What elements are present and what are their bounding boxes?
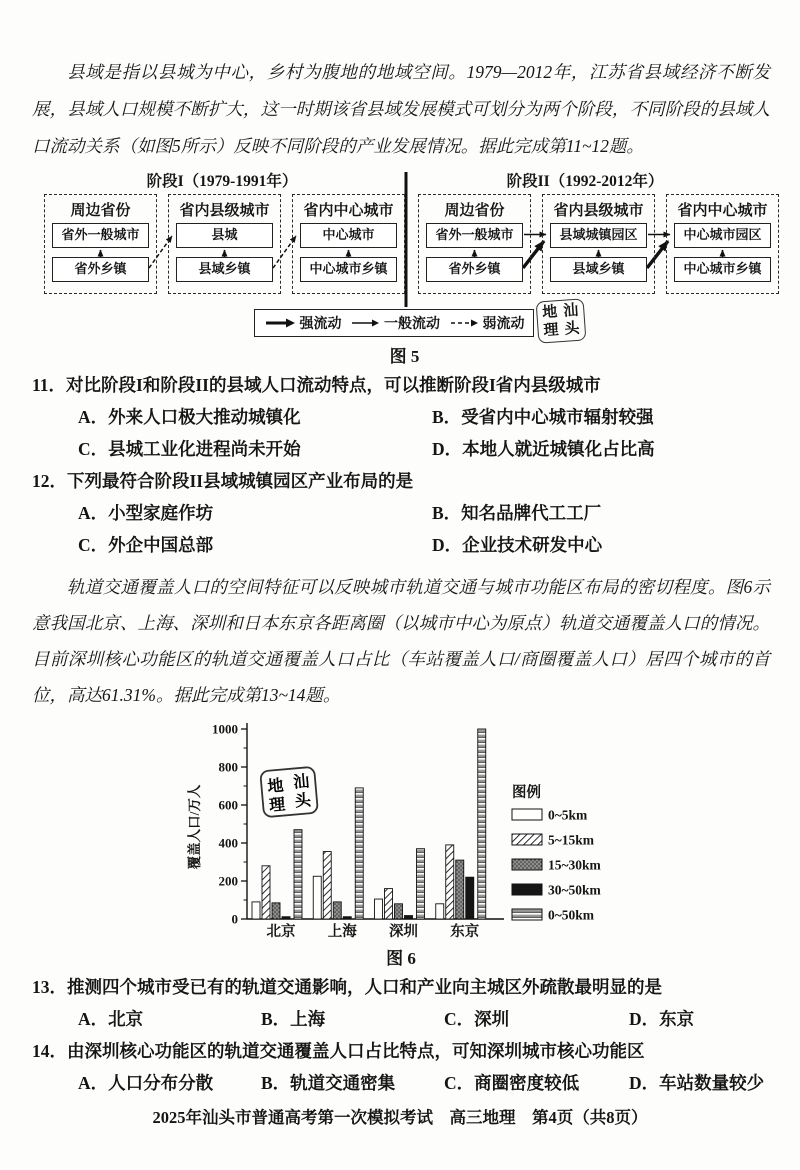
option-13-a: A．北京 bbox=[78, 1009, 144, 1029]
option-14-d: D．车站数量较少 bbox=[629, 1073, 765, 1093]
question-number: 13． bbox=[32, 977, 67, 997]
bar bbox=[323, 852, 331, 919]
coverage-population-chart bbox=[182, 719, 662, 944]
option-12-d: D．企业技术研发中心 bbox=[432, 535, 603, 555]
option-12-b: B．知名品牌代工工厂 bbox=[432, 503, 602, 523]
page-footer: 2025年汕头市普通高考第一次模拟考试 高三地理 第4页（共8页） bbox=[152, 1108, 648, 1127]
shantou-geography-seal-stamp bbox=[260, 767, 318, 818]
bar bbox=[436, 904, 444, 919]
flow-group-s2-central-cities: 省内中心城市 中心城市园区 中心城市乡镇 bbox=[666, 194, 779, 294]
question-stem: 下列最符合阶段II县域城镇园区产业布局的是 bbox=[67, 471, 414, 491]
question-number: 12． bbox=[32, 471, 67, 491]
bar bbox=[405, 916, 413, 919]
strong-arrow-icon bbox=[264, 317, 296, 329]
bar bbox=[343, 917, 351, 919]
question-number: 14． bbox=[32, 1041, 67, 1061]
question-stem: 由深圳核心功能区的轨道交通覆盖人口占比特点，可知深圳城市核心功能区 bbox=[67, 1041, 645, 1061]
weak-arrow-icon bbox=[449, 317, 479, 329]
legend-label: 5~15km bbox=[548, 832, 595, 848]
legend-swatch bbox=[512, 859, 542, 870]
svg-text:地: 地 bbox=[266, 777, 285, 796]
flow-group-s1-neighbor-provinces: 周边省份 省外一般城市 省外乡镇 bbox=[44, 194, 157, 294]
y-tick-label: 200 bbox=[218, 873, 238, 889]
option-12-c: C．外企中国总部 bbox=[78, 535, 214, 555]
bar bbox=[478, 729, 486, 919]
option-14-c: C．商圈密度较低 bbox=[444, 1073, 580, 1093]
figure6-bar-chart bbox=[32, 719, 770, 969]
bar bbox=[313, 876, 321, 919]
y-tick-label: 1000 bbox=[212, 721, 238, 737]
x-category-label: 东京 bbox=[450, 924, 480, 940]
option-11-d: D．本地人就近城镇化占比高 bbox=[432, 439, 655, 459]
y-tick-label: 400 bbox=[218, 835, 238, 851]
bar bbox=[282, 917, 290, 919]
svg-text:头: 头 bbox=[294, 792, 312, 811]
legend-swatch bbox=[512, 809, 542, 820]
normal-arrow-icon bbox=[350, 317, 380, 329]
bar bbox=[385, 889, 393, 919]
bar bbox=[375, 899, 383, 919]
question-number: 11． bbox=[32, 375, 67, 395]
y-tick-label: 600 bbox=[218, 797, 238, 813]
figure5-flow-diagram bbox=[32, 169, 777, 369]
bar bbox=[446, 845, 454, 919]
stage2-title: 阶段II（1992-2012年） bbox=[506, 173, 664, 190]
bar bbox=[262, 866, 270, 919]
figure5-caption: 图 5 bbox=[389, 347, 420, 366]
shantou-geography-seal-stamp: 地 汕 理 头 bbox=[536, 298, 587, 343]
figure6-caption: 图 6 bbox=[386, 949, 416, 968]
legend-item-strong: 强流动 bbox=[264, 313, 342, 333]
bar bbox=[355, 788, 363, 919]
bar bbox=[294, 830, 302, 919]
option-14-a: A．人口分布分散 bbox=[78, 1073, 214, 1093]
flow-group-s2-county-cities: 省内县级城市 县域城镇园区 县域乡镇 bbox=[542, 194, 655, 294]
intro-paragraph-1: 县域是指以县城为中心，乡村为腹地的地域空间。1979—2012年，江苏省县域经济不断发展，县域人口规模不断扩大，这一时期该省县域发展模式可划分为两个阶段，不同阶段的县域人口流动关系（如图5所示）反映不同阶段的产业发展情况。据此完成第11~12题。 bbox=[32, 62, 770, 156]
legend-swatch bbox=[512, 884, 542, 895]
option-13-d: D．东京 bbox=[629, 1009, 695, 1029]
bar bbox=[466, 877, 474, 919]
legend-item-weak: 弱流动 bbox=[449, 313, 525, 333]
svg-text:汕: 汕 bbox=[292, 773, 311, 792]
stage1-title: 阶段I（1979-1991年） bbox=[146, 173, 298, 190]
y-tick-label: 0 bbox=[231, 911, 238, 927]
legend-label: 15~30km bbox=[548, 857, 601, 873]
legend-label: 30~50km bbox=[548, 882, 601, 898]
bar bbox=[252, 902, 260, 919]
bar bbox=[333, 902, 341, 919]
y-axis-label: 覆盖人口/万人 bbox=[187, 784, 202, 870]
legend-item-normal: 一般流动 bbox=[350, 313, 440, 333]
flow-group-s2-neighbor-provinces: 周边省份 省外一般城市 省外乡镇 bbox=[418, 194, 531, 294]
x-category-label: 深圳 bbox=[389, 924, 418, 940]
legend-label: 0~5km bbox=[548, 807, 588, 823]
x-category-label: 北京 bbox=[266, 924, 296, 940]
bar bbox=[272, 903, 280, 919]
y-tick-label: 800 bbox=[218, 759, 238, 775]
option-14-b: B．轨道交通密集 bbox=[261, 1073, 396, 1093]
intro-paragraph-2: 轨道交通覆盖人口的空间特征可以反映城市轨道交通与城市功能区布局的密切程度。图6示意我国北京、上海、深圳和日本东京各距离圈（以城市中心为原点）轨道交通覆盖人口的情况。目前深圳核心功能区的轨道交通覆盖人口占比（车站覆盖人口/商圈覆盖人口）居四个城市的首位，高达61.31%。据此完成第13~14题。 bbox=[32, 577, 770, 705]
flow-group-s1-county-cities: 省内县级城市 县城 县域乡镇 bbox=[168, 194, 281, 294]
x-category-label: 上海 bbox=[327, 924, 357, 940]
bar bbox=[417, 849, 425, 919]
legend-swatch bbox=[512, 909, 542, 920]
flow-legend bbox=[254, 309, 534, 337]
svg-text:理: 理 bbox=[268, 796, 286, 815]
option-13-b: B．上海 bbox=[261, 1009, 326, 1029]
option-13-c: C．深圳 bbox=[444, 1009, 510, 1029]
question-stem: 推测四个城市受已有的轨道交通影响，人口和产业向主城区外疏散最明显的是 bbox=[67, 977, 662, 997]
flow-group-s1-central-cities: 省内中心城市 中心城市 中心城市乡镇 bbox=[292, 194, 405, 294]
question-12 bbox=[32, 465, 770, 561]
chart-legend-title: 图例 bbox=[512, 785, 541, 801]
option-11-a: A．外来人口极大推动城镇化 bbox=[78, 407, 301, 427]
bar bbox=[456, 860, 464, 919]
legend-swatch bbox=[512, 834, 542, 845]
question-13 bbox=[32, 971, 770, 1035]
legend-label: 0~50km bbox=[548, 907, 595, 923]
question-stem: 对比阶段I和阶段II的县域人口流动特点，可以推断阶段I省内县级城市 bbox=[66, 375, 601, 395]
option-12-a: A．小型家庭作坊 bbox=[78, 503, 214, 523]
option-11-b: B．受省内中心城市辐射较强 bbox=[432, 407, 654, 427]
bar bbox=[395, 904, 403, 919]
question-14 bbox=[32, 1035, 770, 1099]
question-11 bbox=[32, 369, 770, 465]
option-11-c: C．县城工业化进程尚未开始 bbox=[78, 439, 301, 459]
